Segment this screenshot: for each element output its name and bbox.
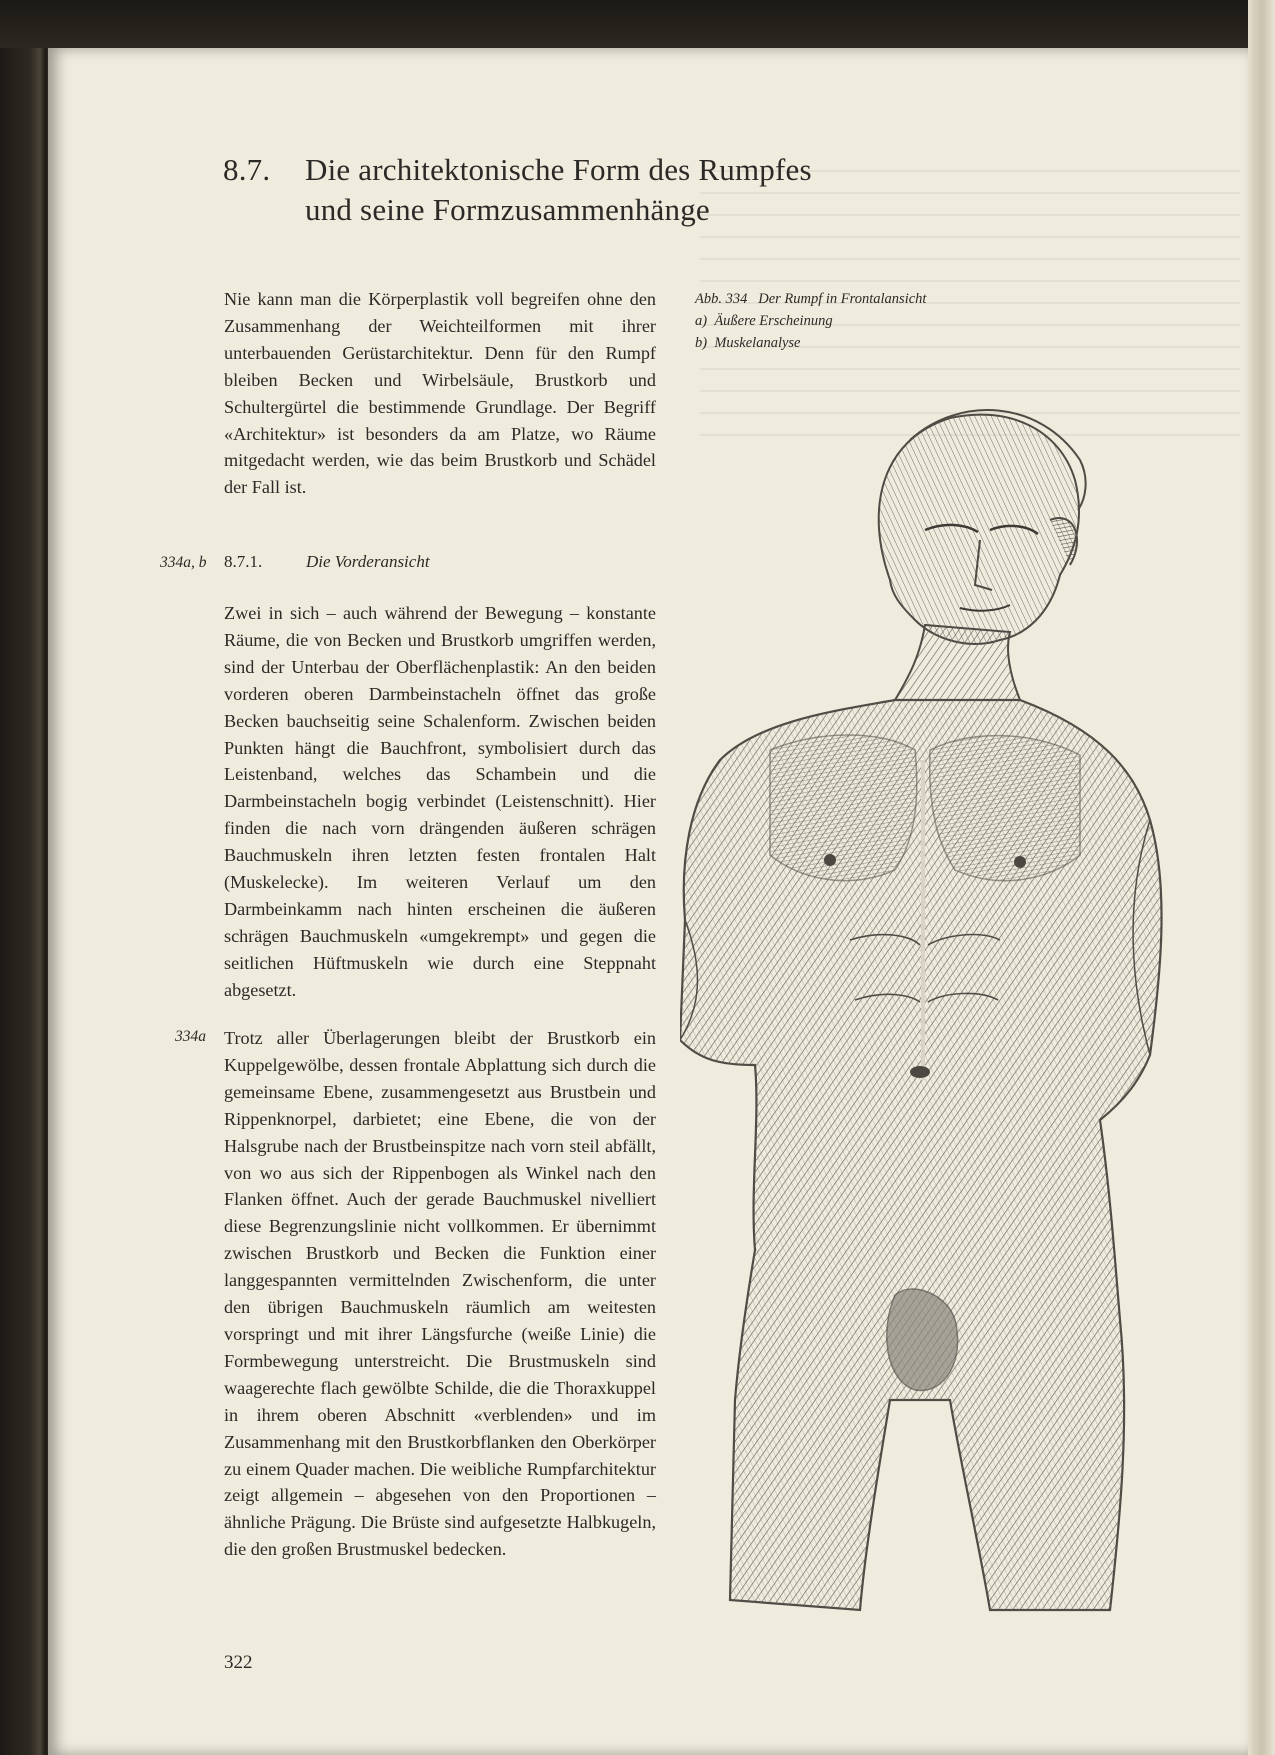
page-number: 322	[224, 1652, 253, 1673]
subsection-number: 8.7.1.	[224, 552, 263, 571]
section-title-line2: und seine Formzusammenhänge	[305, 192, 710, 227]
caption-line2: a) Äußere Erscheinung	[695, 313, 833, 329]
scan-top-edge	[0, 0, 1275, 48]
paragraph-3: Trotz aller Überlagerungen bleibt der Brustkorb ein Kuppelgewölbe, dessen frontale Abplattung sich durch die gemeinsame Ebene, zusammengesetzt aus Brustbein und Rippenknorpel, darbietet; eine Ebene, die von der Halsgrube nach der Brustbeinspitze nach vorn steil abfällt, von wo aus sich der Rippenbogen als Winkel nach den Flanken öffnet. Auch der gerade Bauchmuskel nivelliert diese Begrenzungslinie nicht vollkommen. Er übernimmt zwischen Brustkorb und Becken die Funktion einer langgespannten vermittelnden Zwischenform, die unter den übrigen Bauchmuskeln räumlich am weitesten vorspringt und mit ihrer Längsfurche (weiße Linie) die Formbewegung unterstreicht. Die Brustmuskeln sind waagerechte flach gewölbte Schilde, die die Thoraxkuppel in ihrem oberen Abschnitt «verblenden» und im Zusammenhang mit den Brustkorbflanken den Oberkörper zu einem Quader machen. Die weibliche Rumpfarchitektur zeigt allgemein – abgesehen von den Proportionen – ähnliche Prägung. Die Brüste sind aufgesetzte Halbkugeln, die den großen Brustmuskel bedecken.	[224, 1028, 656, 1560]
head-drawing	[879, 410, 1086, 644]
facing-page-edge	[1248, 0, 1275, 1755]
subsection-heading	[224, 552, 430, 572]
neck-drawing	[895, 625, 1020, 700]
subsection-title: Die Vorderansicht	[306, 552, 430, 571]
torso-drawing	[680, 400, 1220, 1650]
margin-reference-2: 334a	[175, 1028, 206, 1045]
caption-line3: b) Muskelanalyse	[695, 335, 801, 351]
figure-caption	[695, 288, 926, 354]
margin-reference: 334a, b	[160, 554, 207, 571]
section-title-line1: Die architektonische Form des Rumpfes	[305, 152, 812, 187]
section-number: 8.7.	[223, 152, 271, 187]
intro-paragraph: Nie kann man die Körperplastik voll begreifen ohne den Zusammenhang der Weichteilformen mit ihrer unterbauenden Gerüstarchitektur. Denn für den Rumpf bleiben Becken und Wirbelsäule, Brustkorb und Schultergürtel die bestimmende Grundlage. Der Begriff «Architektur» ist besonders da am Platze, wo Räume mitgedacht werden, wie das beim Brustkorb und Schädel der Fall ist.	[224, 289, 656, 498]
paragraph-2: Zwei in sich – auch während der Bewegung – konstante Räume, die von Becken und Brustkorb umgriffen werden, sind der Unterbau der Oberflächenplastik: An den beiden vorderen oberen Darmbeinstacheln öffnet das große Becken bauchseitig seine Schalenform. Zwischen beiden Punkten hängt die Bauchfront, symbolisiert durch das Leistenband, welches das Schambein und die Darmbeinstacheln bogig verbindet (Leistenschnitt). Hier finden die nach vorn drängenden äußeren schrägen Bauchmuskeln ihren letzten festen frontalen Halt (Muskelecke). Im weiteren Verlauf um den Darmbeinkamm nach hinten erscheinen die äußeren schrägen Bauchmuskeln «umgekrempt» und gegen die seitlichen Hüftmuskeln wie durch eine Steppnaht abgesetzt.	[224, 603, 656, 1000]
caption-line1: Abb. 334 Der Rumpf in Frontalansicht	[695, 291, 927, 307]
